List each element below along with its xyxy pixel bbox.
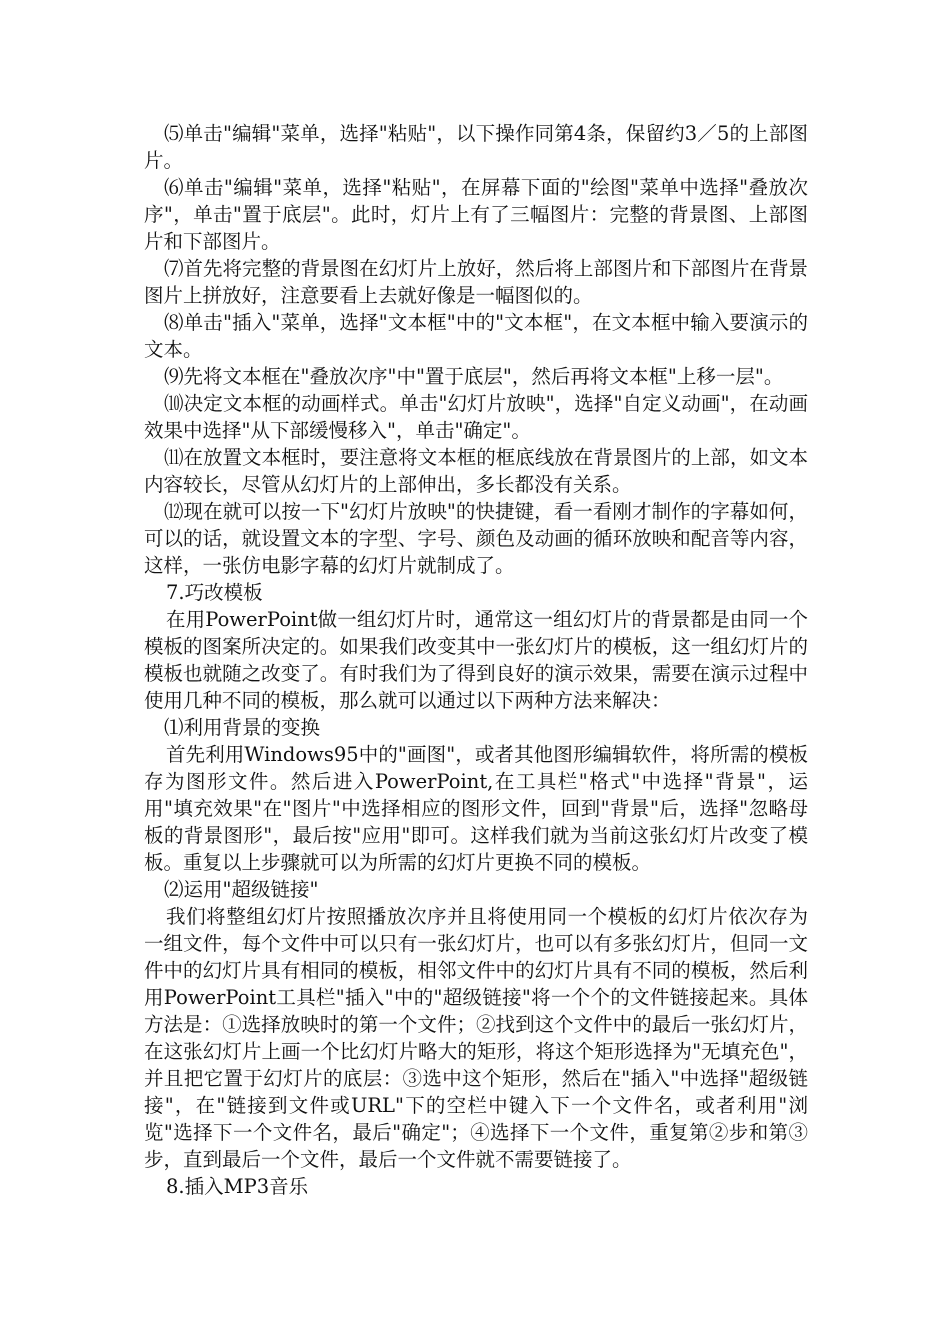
step-10-paragraph: ⑽决定文本框的动画样式。单击"幻灯片放映"，选择"自定义动画"，在动画效果中选择"从下部缓慢移入"，单击"确定"。 — [144, 392, 808, 442]
step-7-paragraph: ⑺首先将完整的背景图在幻灯片上放好，然后将上部图片和下部图片在背景图片上拼放好，注意要看上去就好像是一幅图似的。 — [144, 257, 808, 307]
section-heading-template: 7.巧改模板 — [166, 581, 263, 604]
method-2-title: ⑵运用"超级链接" — [164, 878, 319, 901]
step-6-paragraph: ⑹单击"编辑"菜单，选择"粘贴"，在屏幕下面的"绘图"菜单中选择"叠放次序"，单击"置于底层"。此时，灯片上有了三幅图片：完整的背景图、上部图片和下部图片。 — [144, 176, 808, 253]
template-intro-paragraph: 在用PowerPoint做一组幻灯片时，通常这一组幻灯片的背景都是由同一个模板的图案所决定的。如果我们改变其中一张幻灯片的模板，这一组幻灯片的模板也就随之改变了。有时我们为了得到良好的演示效果，需要在演示过程中使用几种不同的模板，那么就可以通过以下两种方法来解决： — [144, 608, 808, 712]
step-11-paragraph: ⑾在放置文本框时，要注意将文本框的框底线放在背景图片的上部，如文本内容较长，尽管从幻灯片的上部伸出，多长都没有关系。 — [144, 446, 808, 496]
step-9-paragraph: ⑼先将文本框在"叠放次序"中"置于底层"，然后再将文本框"上移一层"。 — [164, 365, 784, 388]
method-1-title: ⑴利用背景的变换 — [164, 716, 321, 739]
document-page — [144, 120, 808, 1200]
method-1-paragraph: 首先利用Windows95中的"画图"，或者其他图形编辑软件，将所需的模板存为图形文件。然后进入PowerPoint,在工具栏"格式"中选择"背景"，运用"填充效果"在"图片"中选择相应的图形文件，回到"背景"后，选择"忽略母板的背景图形"，最后按"应用"即可。这样我们就为当前这张幻灯片改变了模板。重复以上步骤就可以为所需的幻灯片更换不同的模板。 — [144, 743, 808, 874]
step-12-paragraph: ⑿现在就可以按一下"幻灯片放映"的快捷键，看一看刚才制作的字幕如何，可以的话，就设置文本的字型、字号、颜色及动画的循环放映和配音等内容，这样，一张仿电影字幕的幻灯片就制成了。 — [144, 500, 808, 577]
method-2-paragraph: 我们将整组幻灯片按照播放次序并且将使用同一个模板的幻灯片依次存为一组文件，每个文件中可以只有一张幻灯片，也可以有多张幻灯片，但同一文件中的幻灯片具有相同的模板，相邻文件中的幻灯片具有不同的模板，然后利用PowerPoint工具栏"插入"中的"超级链接"将一个个的文件链接起来。具体方法是：①选择放映时的第一个文件；②找到这个文件中的最后一张幻灯片，在这张幻灯片上画一个比幻灯片略大的矩形，将这个矩形选择为"无填充色"，并且把它置于幻灯片的底层：③选中这个矩形，然后在"插入"中选择"超级链接"，在"链接到文件或URL"下的空栏中键入下一个文件名，或者利用"浏览"选择下一个文件名，最后"确定"；④选择下一个文件，重复第②步和第③步，直到最后一个文件，最后一个文件就不需要链接了。 — [144, 905, 808, 1171]
step-8-paragraph: ⑻单击"插入"菜单，选择"文本框"中的"文本框"，在文本框中输入要演示的文本。 — [144, 311, 808, 361]
section-heading-mp3: 8.插入MP3音乐 — [166, 1175, 309, 1198]
step-5-paragraph: ⑸单击"编辑"菜单，选择"粘贴"，以下操作同第4条，保留约3／5的上部图片。 — [144, 122, 808, 172]
